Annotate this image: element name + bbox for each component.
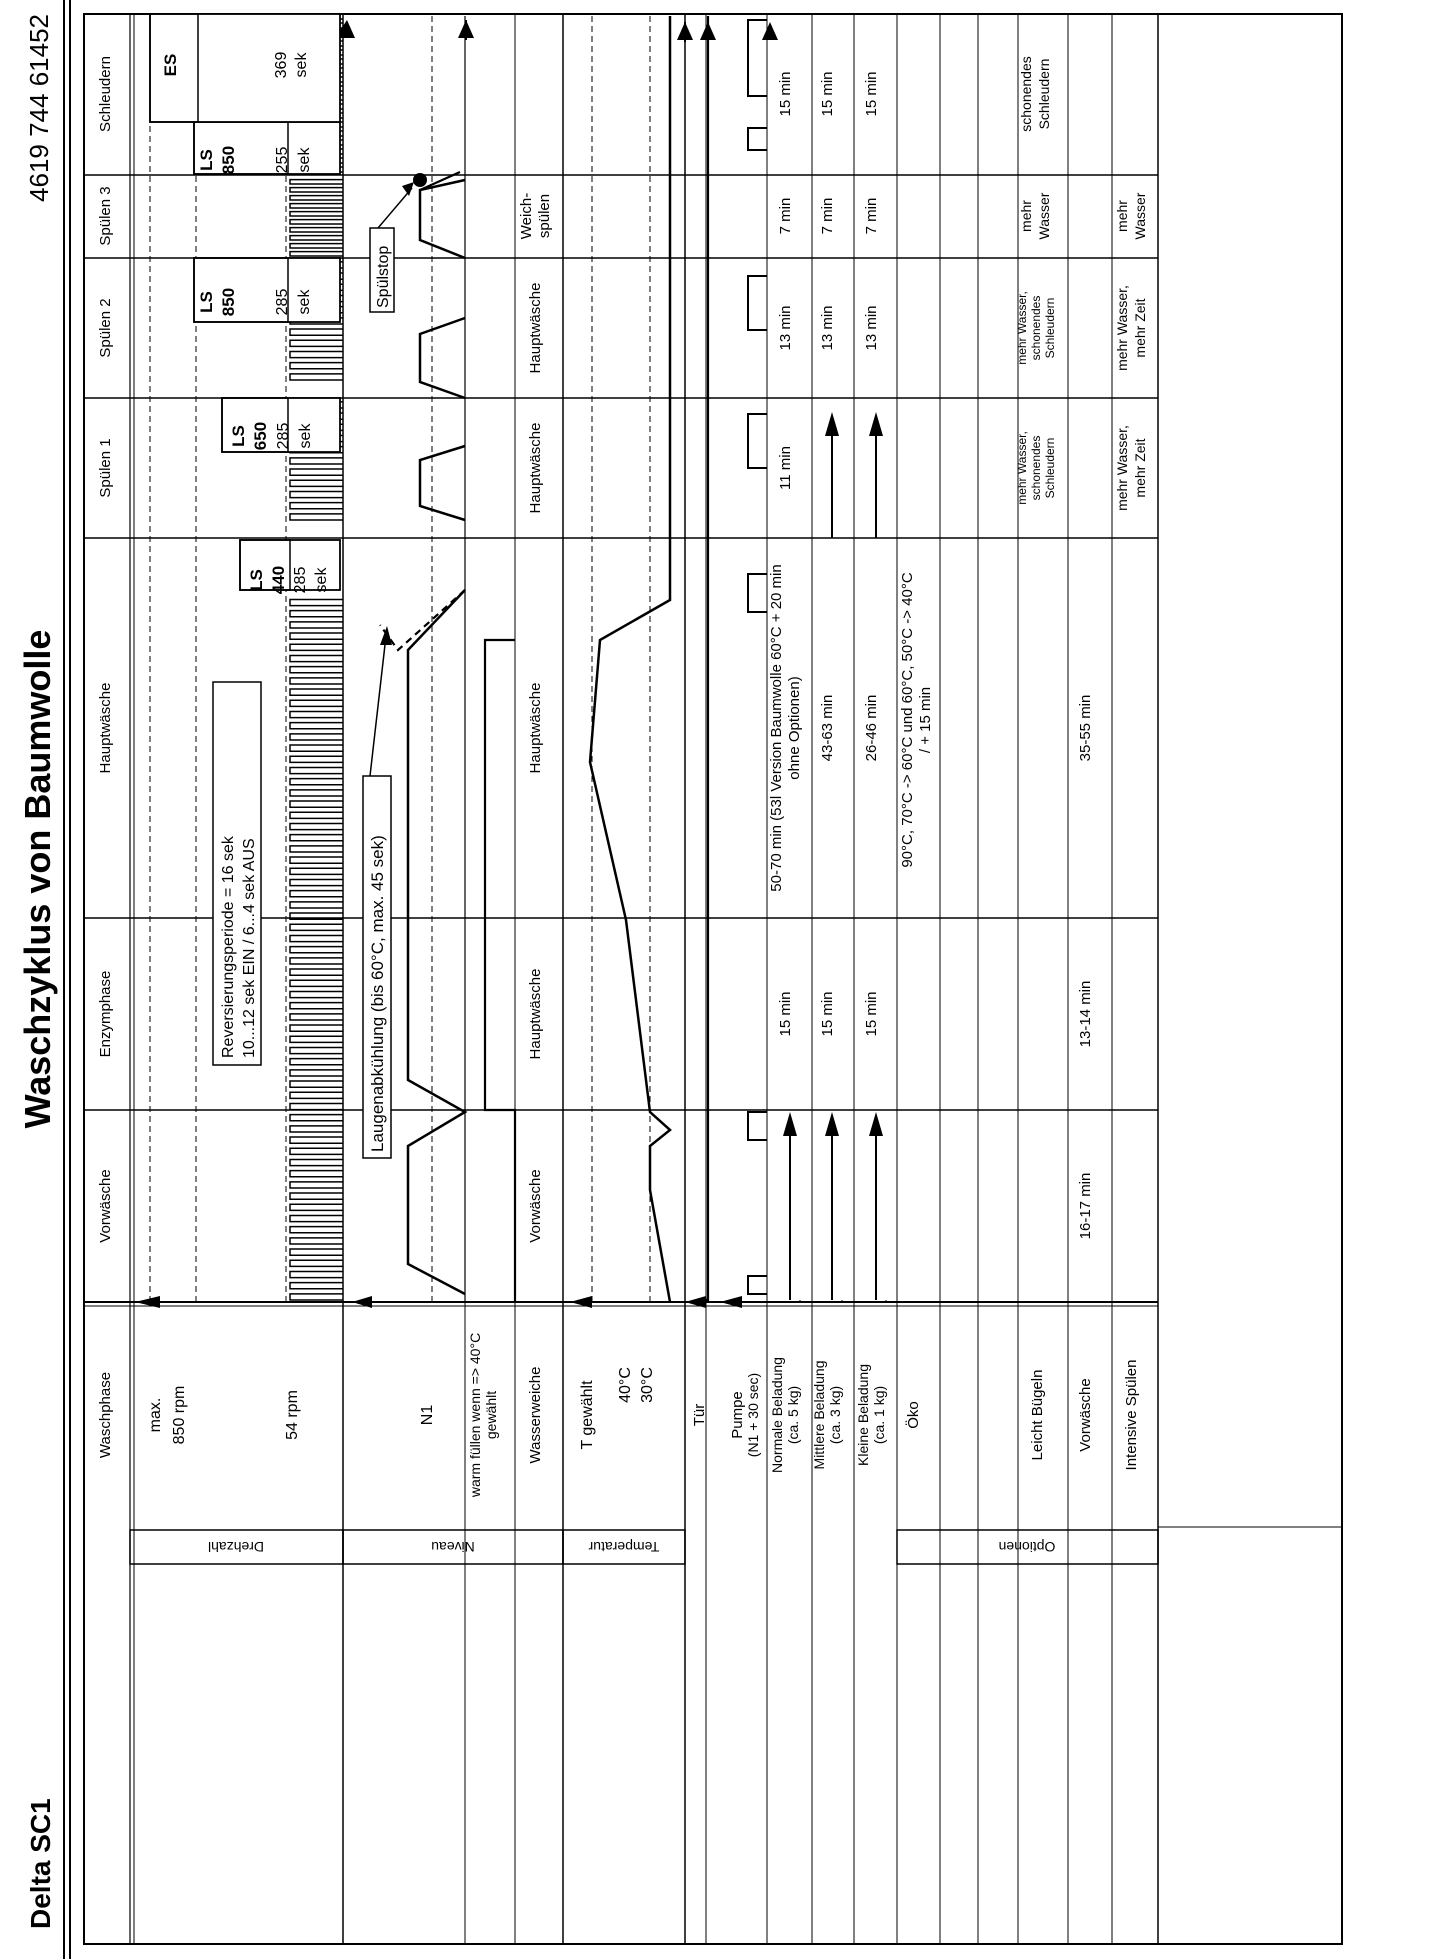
- option-s3-line: Wasser: [1036, 192, 1052, 240]
- category-label-drehzahl: Drehzahl: [207, 1539, 265, 1555]
- option-haupt-time: 35-55 min: [1077, 694, 1094, 762]
- load-s3-time: 7 min: [819, 197, 836, 235]
- spin-unit: sek: [313, 567, 330, 593]
- load-sch-time: 15 min: [819, 71, 836, 117]
- option-is-s3-line: mehr: [1114, 200, 1130, 232]
- category-label-temperatur: Temperatur: [588, 1539, 660, 1555]
- phase-header-label: Waschphase: [97, 1371, 114, 1459]
- option-enzym-time: 13-14 min: [1077, 980, 1094, 1048]
- spin-rpm: 850: [219, 145, 238, 175]
- load-haupt-time-line: 50-70 min (53l Version Baumwolle 60°C + 20 min: [768, 564, 785, 892]
- option-s2-line: schonendes: [1029, 295, 1043, 361]
- wasserweiche-value-line: Weich-: [518, 192, 535, 240]
- option-s1: [1015, 431, 1057, 505]
- oeko-line2: / + 15 min: [917, 686, 934, 754]
- rinse-stop-label: Spülstop: [375, 245, 392, 308]
- load-enzym-time: 15 min: [777, 991, 794, 1037]
- level-curve-s3: [420, 180, 465, 258]
- spin-unit: sek: [296, 289, 313, 315]
- cooling-label: Laugenabkühlung (bis 60°C, max. 45 sek): [368, 835, 387, 1152]
- load-s2-time: 13 min: [819, 305, 836, 351]
- grid-line: [378, 188, 412, 228]
- wasserweiche-signal: [485, 640, 515, 1302]
- spin-unit: sek: [296, 147, 313, 173]
- spin-duration: 285: [274, 288, 291, 316]
- rinse-stop-point: [413, 173, 427, 187]
- doc-number: 4619 744 61452: [24, 14, 54, 202]
- oeko-label: Öko: [905, 1401, 922, 1429]
- model-label: Delta SC1: [25, 1798, 56, 1929]
- pump-pulse: [748, 20, 767, 96]
- load-name: Normale Beladung: [769, 1357, 785, 1473]
- load-weight: (ca. 5 kg): [785, 1385, 801, 1445]
- option-is-s1-line: mehr Wasser,: [1114, 425, 1130, 511]
- phase-label: Enzymphase: [97, 970, 114, 1058]
- option-vorwaesche: Vorwäsche: [1077, 1378, 1094, 1452]
- pump-pulse: [748, 276, 767, 330]
- pumpe-sub-label: (N1 + 30 sec): [745, 1372, 761, 1458]
- page-layer: [64, 0, 1342, 1959]
- load-s3-time: 7 min: [777, 197, 794, 235]
- load-haupt-time-line: ohne Optionen): [786, 676, 803, 780]
- drehzahl-max-label: max.: [147, 1397, 164, 1433]
- load-s2-time: 13 min: [777, 305, 794, 351]
- spin-duration: 369: [273, 51, 290, 79]
- pump-pulse: [748, 1276, 767, 1294]
- temp-selected-label: T gewählt: [579, 1380, 596, 1450]
- reversal-period-text: Reversierungsperiode = 16 sek: [220, 836, 237, 1058]
- spin-duration: 285: [292, 566, 309, 594]
- wasserweiche-value: Hauptwäsche: [527, 282, 544, 374]
- pulse-train: [290, 180, 343, 256]
- wasserweiche-value: Hauptwäsche: [527, 682, 544, 774]
- spin-rpm: 850: [219, 287, 238, 317]
- phase-label: Schleudern: [97, 56, 114, 132]
- option-is-s1: [1114, 425, 1148, 511]
- option-is-s2-line: mehr Wasser,: [1114, 285, 1130, 371]
- option-is-s3-line: Wasser: [1132, 192, 1148, 240]
- pump-pulse: [748, 128, 767, 150]
- cooling-pointer: [370, 636, 386, 776]
- load-weight: (ca. 3 kg): [827, 1385, 843, 1445]
- wasserweiche-row-label: Wasserweiche: [527, 1366, 544, 1464]
- category-label-optionen: Optionen: [998, 1539, 1056, 1555]
- temperature-curve: [590, 16, 670, 1302]
- option-sch: [1018, 56, 1052, 132]
- pump-pulse: [748, 414, 767, 468]
- load-enzym-time: 15 min: [863, 991, 880, 1037]
- load-name: Mittlere Beladung: [811, 1360, 827, 1470]
- spin-rpm: 650: [251, 421, 270, 451]
- option-is-s2: [1114, 285, 1148, 371]
- option-is-s1-line: mehr Zeit: [1132, 438, 1148, 498]
- option-s3-line: mehr: [1018, 200, 1034, 232]
- wasserweiche-value-line: spülen: [536, 193, 553, 239]
- option-s2-line: Schleudern: [1043, 297, 1057, 359]
- spin-duration: 255: [274, 146, 291, 174]
- pointer-arrow: [380, 626, 392, 645]
- option-s2: [1015, 291, 1057, 365]
- option-is-s3: [1114, 192, 1148, 239]
- load-haupt-time: 43-63 min: [819, 694, 836, 762]
- tuer-label: Tür: [691, 1403, 708, 1427]
- level-curve: [408, 590, 465, 1294]
- load-s3-time: 7 min: [863, 197, 880, 235]
- spin-mode: LS: [197, 149, 216, 171]
- drehzahl-low-rpm: 54 rpm: [284, 1390, 301, 1440]
- option-s2-line: mehr Wasser,: [1015, 291, 1029, 365]
- category-label-niveau: Niveau: [431, 1539, 475, 1555]
- pulse-train: [290, 599, 343, 1300]
- option-s1-line: mehr Wasser,: [1015, 431, 1029, 505]
- load-s1-time: 11 min: [777, 446, 794, 490]
- temp-40-label: 40°C: [617, 1367, 634, 1403]
- option-intensive-spuelen: Intensive Spülen: [1123, 1359, 1140, 1471]
- option-s1-line: schonendes: [1029, 435, 1043, 501]
- spin-unit: sek: [293, 52, 310, 78]
- phase-label: Hauptwäsche: [97, 682, 114, 774]
- page-title: Waschzyklus von Baumwolle: [17, 629, 58, 1129]
- option-leicht-buegeln: Leicht Bügeln: [1029, 1369, 1046, 1461]
- warm-fill-label-line: gewählt: [483, 1390, 499, 1440]
- load-weight: (ca. 1 kg): [871, 1385, 887, 1445]
- reversal-onoff-text: 10...12 sek EIN / 6...4 sek AUS: [241, 838, 258, 1058]
- option-is-s2-line: mehr Zeit: [1132, 298, 1148, 358]
- spin-mode: LS: [247, 569, 266, 591]
- wasserweiche-value: Vorwäsche: [527, 1169, 544, 1243]
- load-sch-time: 15 min: [863, 71, 880, 117]
- oeko-line1: 90°C, 70°C -> 60°C und 60°C, 50°C -> 40°C: [899, 572, 916, 868]
- spin-rpm: 440: [269, 565, 288, 595]
- spin-mode: LS: [197, 291, 216, 313]
- option-s3: [1018, 192, 1052, 239]
- level-curve-s2: [420, 318, 465, 398]
- level-curve-dashed: [380, 590, 465, 650]
- pump-pulse: [748, 574, 767, 612]
- phase-label: Vorwäsche: [97, 1169, 114, 1243]
- option-vor-time: 16-17 min: [1077, 1172, 1094, 1240]
- phase-label: Spülen 2: [97, 298, 114, 358]
- door-signal: [700, 16, 708, 1300]
- temp-30-label: 30°C: [639, 1367, 656, 1403]
- wasserweiche-value: Hauptwäsche: [527, 422, 544, 514]
- load-s2-time: 13 min: [863, 305, 880, 351]
- pumpe-label: Pumpe: [729, 1391, 746, 1439]
- pump-pulse: [748, 1112, 767, 1140]
- phase-label: Spülen 3: [97, 186, 114, 246]
- spin-duration: 285: [275, 422, 292, 450]
- reversal-pulses: [290, 14, 343, 1300]
- load-enzym-time: 15 min: [819, 991, 836, 1037]
- drehzahl-max-rpm: 850 rpm: [171, 1385, 188, 1445]
- spin-mode: LS: [229, 425, 248, 447]
- niveau-n1-label: N1: [419, 1404, 436, 1426]
- load-haupt-time: 26-46 min: [863, 694, 880, 762]
- warm-fill-label-line: warm füllen wenn => 40°C: [467, 1332, 483, 1498]
- spin-mode: ES: [161, 53, 180, 77]
- chart-rotated: [17, 14, 58, 1929]
- spin-unit: sek: [297, 423, 314, 449]
- level-curve-s1: [420, 446, 465, 520]
- option-s1-line: Schleudern: [1043, 437, 1057, 499]
- warm-fill-label: [467, 1333, 499, 1498]
- option-sch-line: Schleudern: [1036, 58, 1052, 130]
- option-sch-line: schonendes: [1018, 56, 1034, 132]
- wasserweiche-value: [518, 193, 553, 239]
- phase-label: Spülen 1: [97, 438, 114, 498]
- load-haupt-time: [768, 564, 803, 891]
- wasserweiche-value: Hauptwäsche: [527, 968, 544, 1060]
- load-name: Kleine Beladung: [855, 1364, 871, 1466]
- load-sch-time: 15 min: [777, 71, 794, 117]
